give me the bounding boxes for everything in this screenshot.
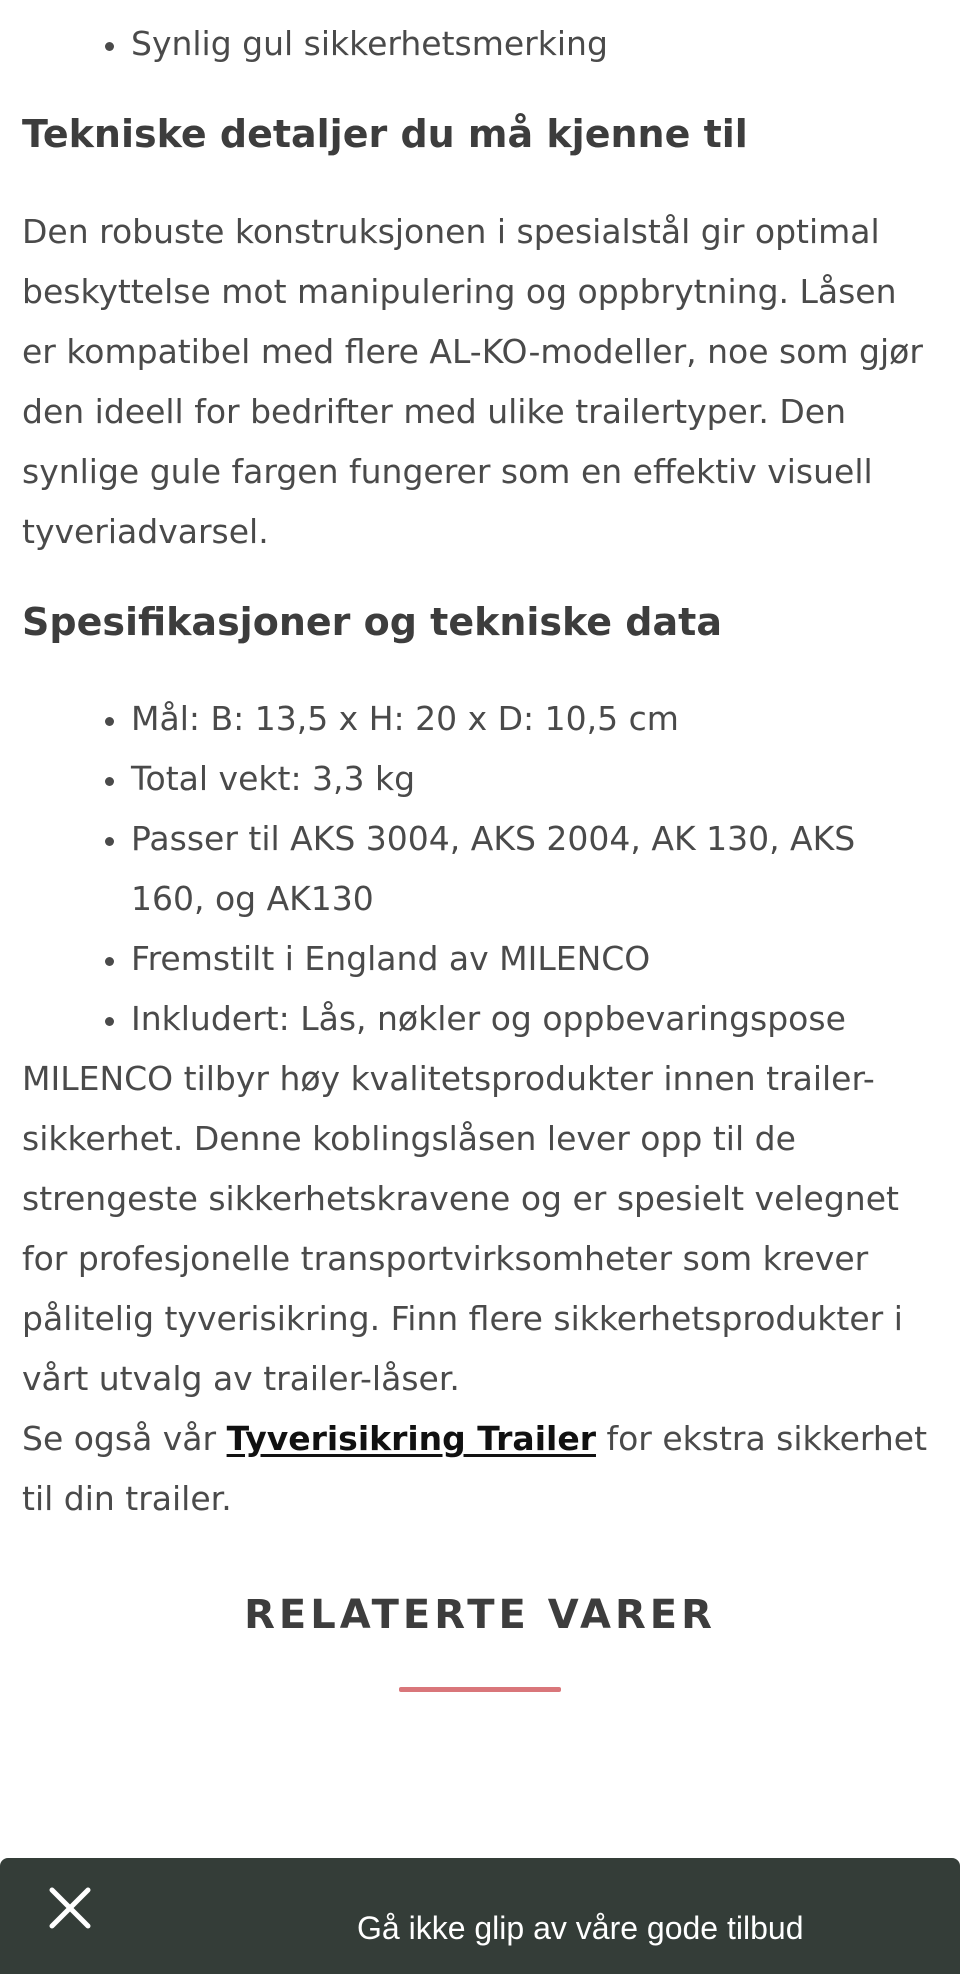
list-item: • Synlig gul sikkerhetsmerking (129, 14, 938, 74)
related-products-title: RELATERTE VARER (244, 1592, 716, 1639)
close-icon (42, 1880, 98, 1936)
promo-text[interactable]: Gå ikke glip av våre gode tilbud (357, 1910, 804, 1946)
list-item: • Total vekt: 3,3 kg (129, 749, 938, 809)
list-item: • Inkludert: Lås, nøkler og oppbevaringspose (129, 989, 938, 1049)
product-description (0, 14, 960, 1692)
see-also-prefix: Se også vår (22, 1419, 227, 1459)
title-underline (399, 1687, 561, 1692)
tyverisikring-trailer-link[interactable]: Tyverisikring Trailer (226, 1419, 596, 1459)
list-item: • Fremstilt i England av MILENCO (129, 929, 938, 989)
list-item: • Mål: B: 13,5 x H: 20 x D: 10,5 cm (129, 689, 938, 749)
manufacturer-paragraph: MILENCO tilbyr høy kvalitetsprodukter innen trailer-sikkerhet. Denne koblingslåsen lever opp til de strengeste sikkerhetskravene og er spesielt velegnet for profesjonelle transportvirksomheter som krever pålitelig tyverisikring. Finn flere sikkerhetsprodukter i vårt utvalg av trailer-låser. (22, 1059, 903, 1399)
technical-details-paragraph: Den robuste konstruksjonen i spesialstål gir optimal beskyttelse mot manipulering og oppbrytning. Låsen er kompatibel med flere AL-KO-modeller, noe som gjør den ideell for bedrifter med ulike trailertyper. Den synlige gule fargen fungerer som en effektiv visuell tyveriadvarsel. (22, 211, 923, 551)
technical-details-heading: Tekniske detaljer du må kjenne til (22, 112, 748, 156)
specifications-list (22, 689, 938, 1049)
see-also-paragraph (22, 1409, 938, 1529)
promo-bar (0, 1858, 960, 1974)
feature-list (22, 14, 938, 74)
related-products-section (22, 1591, 938, 1692)
see-also-suffix: for ekstra sikkerhet til din trailer. (22, 1419, 928, 1519)
specifications-heading: Spesifikasjoner og tekniske data (22, 599, 722, 644)
list-item: • Passer til AKS 3004, AKS 2004, AK 130, AKS 160, og AK130 (129, 809, 938, 929)
close-button[interactable] (42, 1880, 98, 1936)
